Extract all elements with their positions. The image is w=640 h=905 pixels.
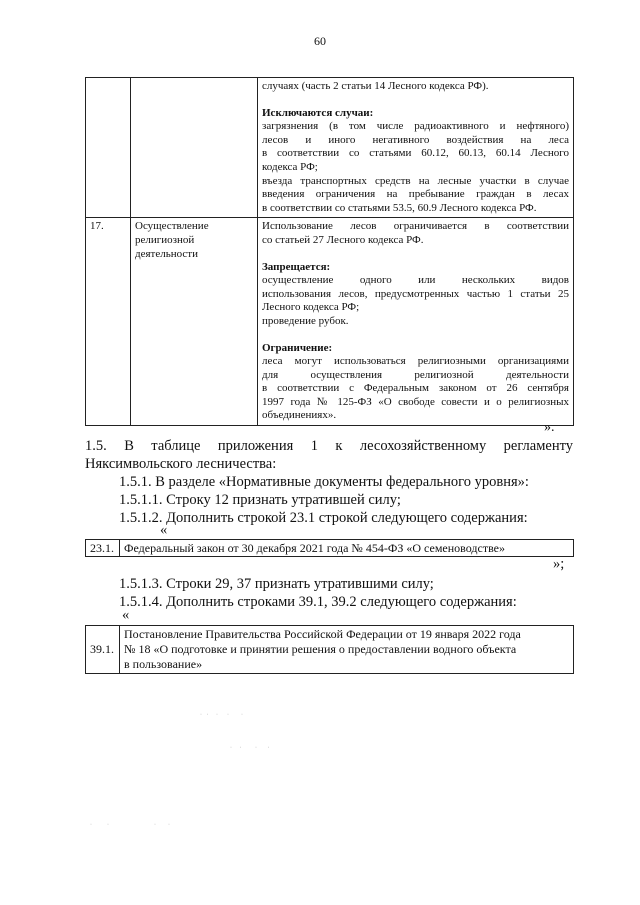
document-line: № 18 «О подготовке и принятии решения о предоставлении водного объекта — [124, 642, 517, 656]
table-row — [86, 78, 574, 218]
table-row — [86, 218, 574, 426]
activity-line: религиозной — [135, 233, 195, 246]
restriction-line: со статьей 27 Лесного кодекса РФ. — [262, 233, 424, 246]
paragraph-1-5-line: 1.5. В таблице приложения 1 к лесохозяйственному регламенту — [85, 438, 573, 454]
paragraph-1-5-1-3: 1.5.1.3. Строки 29, 37 признать утратившими силу; — [119, 576, 434, 592]
page-number: 60 — [314, 34, 326, 48]
exception-heading: Исключаются случаи: — [262, 106, 374, 119]
document-line: в пользование» — [124, 657, 203, 671]
restriction-line: лесов и иного негативного воздействия на леса — [262, 133, 569, 146]
paragraph-1-5-1-1: 1.5.1.1. Строку 12 признать утратившей силу; — [119, 492, 401, 508]
restriction-line: кодекса РФ; — [262, 160, 318, 173]
restriction-line: в соответствии со статьями 60.12, 60.13, 60.14 Лесного — [262, 147, 569, 160]
restriction-line: осуществление одного или нескольких видов — [262, 274, 569, 287]
restriction-line: проведение рубок. — [262, 314, 349, 327]
restriction-line: случаях (часть 2 статьи 14 Лесного кодекса РФ). — [262, 80, 489, 92]
restriction-line: Использование лесов ограничивается в соответствии — [262, 220, 569, 233]
table-cell-document — [120, 626, 574, 674]
scan-noise: · · · · — [90, 822, 170, 828]
land-use-restrictions-table — [85, 77, 574, 426]
restriction-line: в соответствии со статьями 53.5, 60.9 Лесного кодекса РФ. — [262, 201, 537, 214]
paragraph-1-5-line: Няксимвольского лесничества: — [85, 456, 277, 472]
restriction-line: в соответствии с Федеральным законом от 26 сентября — [262, 382, 569, 395]
restriction-line: для осуществления религиозной деятельности — [262, 368, 569, 381]
federal-documents-table-row-39-1 — [85, 625, 574, 674]
restriction-line: 1997 года № 125-ФЗ «О свободе совести и о религиозных — [262, 395, 569, 408]
closing-quote: »; — [553, 556, 565, 572]
closing-quote: ». — [544, 420, 555, 435]
restriction-line: объединениях». — [262, 409, 337, 422]
table-cell-restrictions — [258, 78, 574, 218]
scan-noise: · · · · — [230, 745, 270, 751]
paragraph-1-5-1-4: 1.5.1.4. Дополнить строками 39.1, 39.2 следующего содержания: — [119, 594, 517, 610]
limitation-heading: Ограничение: — [262, 341, 333, 354]
restriction-line: использования лесов, предусмотренных частью 1 статьи 25 — [262, 287, 569, 300]
federal-documents-table-row-23-1 — [85, 539, 574, 557]
paragraph-1-5-1: 1.5.1. В разделе «Нормативные документы федерального уровня»: — [119, 474, 529, 490]
table-cell-number: 39.1. — [86, 626, 120, 674]
restriction-line: въезда транспортных средств на лесные участки в случае — [262, 174, 569, 187]
restriction-line: леса могут использоваться религиозными организациями — [262, 355, 569, 368]
activity-line: деятельности — [135, 247, 198, 260]
table-cell-activity — [131, 78, 258, 218]
forbidden-heading: Запрещается: — [262, 260, 331, 273]
table-cell-number — [86, 78, 131, 218]
opening-quote: « — [160, 522, 168, 538]
restriction-line: загрязнения (в том числе радиоактивного и нефтяного) — [262, 120, 569, 133]
table-cell-activity — [131, 218, 258, 426]
restriction-line: Лесного кодекса РФ; — [262, 301, 360, 314]
scan-noise: · · · · · — [200, 712, 243, 718]
restriction-line: введения ограничения на пребывание граждан в лесах — [262, 188, 569, 201]
table-row — [86, 540, 574, 557]
paragraph-1-5-1-2: 1.5.1.2. Дополнить строкой 23.1 строкой следующего содержания: — [119, 510, 528, 526]
table-cell-restrictions — [258, 218, 574, 426]
document-line: Постановление Правительства Российской Федерации от 19 января 2022 года — [124, 627, 521, 641]
table-cell-number: 23.1. — [86, 540, 120, 557]
table-row — [86, 626, 574, 674]
activity-line: Осуществление — [135, 220, 209, 233]
table-cell-number: 17. — [86, 218, 131, 426]
table-cell-document: Федеральный закон от 30 декабря 2021 года № 454-ФЗ «О семеноводстве» — [120, 540, 574, 557]
opening-quote: « — [122, 607, 130, 623]
